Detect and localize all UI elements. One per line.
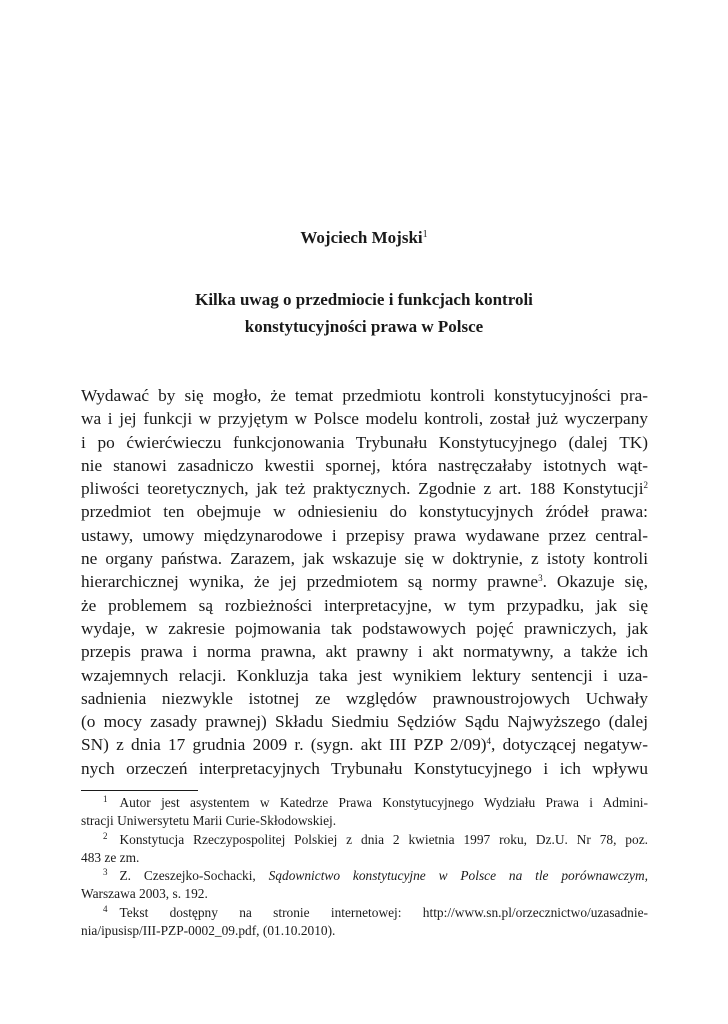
footnote-text: Autor jest asystentem w Katedrze Prawa Konstytucyjnego Wydziału Prawa i Admini- <box>119 795 648 810</box>
footnote-line: stracji Uniwersytetu Marii Curie-Skłodowskiej. <box>81 813 337 829</box>
footnote-4 <box>81 904 648 941</box>
article-title <box>110 286 618 340</box>
footnote-line: Warszawa 2003, s. 192. <box>81 886 208 902</box>
body-line: że problemem są rozbieżności interpretacyjne, w tym przypadku, jak się <box>81 595 648 615</box>
footnote-ref-4[interactable]: 4 <box>486 736 491 747</box>
footnote-number: 4 <box>103 903 108 914</box>
body-line-text: pliwości teoretycznych, jak też praktycznych. Zgodnie z art. 188 Konstytucji <box>81 479 644 499</box>
body-line-tail: , dotyczącej negatyw- <box>491 735 648 755</box>
body-line <box>81 733 648 756</box>
author-name <box>0 228 728 248</box>
body-line: nie stanowi zasadniczo kwestii spornej, która nastręczałaby istotnych wąt- <box>81 455 648 475</box>
body-line-text: hierarchicznej wynika, że jej przedmiotem są normy prawne <box>81 572 539 592</box>
body-text <box>81 384 648 780</box>
footnote-book-title: Sądownictwo konstytucyjne w Polsce na tle porównawczym, <box>268 868 648 884</box>
footnote-2 <box>81 831 648 868</box>
body-line <box>81 477 648 500</box>
footnote-1 <box>81 794 648 831</box>
footnote-line <box>81 904 648 922</box>
body-line: Wydawać by się mogło, że temat przedmiotu kontroli konstytucyjności pra- <box>81 386 648 405</box>
body-line <box>81 570 648 593</box>
body-line: sadnienia niezwykle istotnej ze względów prawnoustrojowych Uchwały <box>81 688 648 708</box>
body-line-tail: . Okazuje się, <box>542 572 648 592</box>
body-line: nych orzeczeń interpretacyjnych Trybunału Konstytucyjnego i ich wpływu <box>81 758 648 778</box>
footnote-ref-2[interactable]: 2 <box>643 480 648 491</box>
body-line: ustawy, umowy międzynarodowe i przepisy prawa wydawane przez central- <box>81 525 648 545</box>
body-line: wzajemnych relacji. Konkluzja taka jest wynikiem lektury sentencji i uza- <box>81 665 648 685</box>
footnote-3 <box>81 867 648 904</box>
footnote-text: Z. Czeszejko-Sochacki, <box>119 868 256 884</box>
body-line: wydaje, w zakresie pojmowania tak podstawowych pojęć prawniczych, jak <box>81 618 648 638</box>
body-line: przepis prawa i norma prawna, akt prawny i akt normatywny, a także ich <box>81 642 648 662</box>
body-line: przedmiot ten obejmuje w odniesieniu do konstytucyjnych źródeł prawa: <box>81 502 648 522</box>
footnote-number: 2 <box>103 830 108 841</box>
footnote-line <box>81 831 648 849</box>
body-line: (o mocy zasady prawnej) Składu Siedmiu Sędziów Sądu Najwyższego (dalej <box>81 712 648 732</box>
title-line: Kilka uwag o przedmiocie i funkcjach kontroli <box>195 290 533 309</box>
body-line-text: SN) z dnia 17 grudnia 2009 r. (sygn. akt III PZP 2/09) <box>81 735 487 755</box>
footnote-number: 3 <box>103 867 108 878</box>
body-line: i po ćwierćwieczu funkcjonowania Trybunału Konstytucyjnego (dalej TK) <box>81 432 648 452</box>
footnote-line <box>81 794 648 812</box>
footnotes <box>81 794 648 940</box>
footnote-line <box>81 867 648 885</box>
footnote-line: 483 ze zm. <box>81 849 140 865</box>
footnote-text: Konstytucja Rzeczypospolitej Polskiej z dnia 2 kwietnia 1997 roku, Dz.U. Nr 78, poz. <box>119 831 648 847</box>
body-line: wa i jej funkcji w przyjętym w Polsce modelu kontroli, został już wyczerpany <box>81 409 648 429</box>
footnote-separator <box>81 790 198 791</box>
author-name-text: Wojciech Mojski <box>300 228 423 247</box>
footnote-link-text[interactable]: Tekst dostępny na stronie internetowej: http://www.sn.pl/orzecznictwo/uzasadnie- <box>119 904 648 920</box>
title-line: konstytucyjności prawa w Polsce <box>244 317 484 336</box>
author-footnote-ref[interactable]: 1 <box>422 229 428 240</box>
body-line: ne organy państwa. Zarazem, jak wskazuje się w doktrynie, z istoty kontroli <box>81 549 648 569</box>
footnote-ref-3[interactable]: 3 <box>538 573 543 584</box>
footnote-number: 1 <box>103 794 108 804</box>
footnote-line[interactable]: nia/ipusisp/III-PZP-0002_09.pdf, (01.10.2010). <box>81 923 336 939</box>
